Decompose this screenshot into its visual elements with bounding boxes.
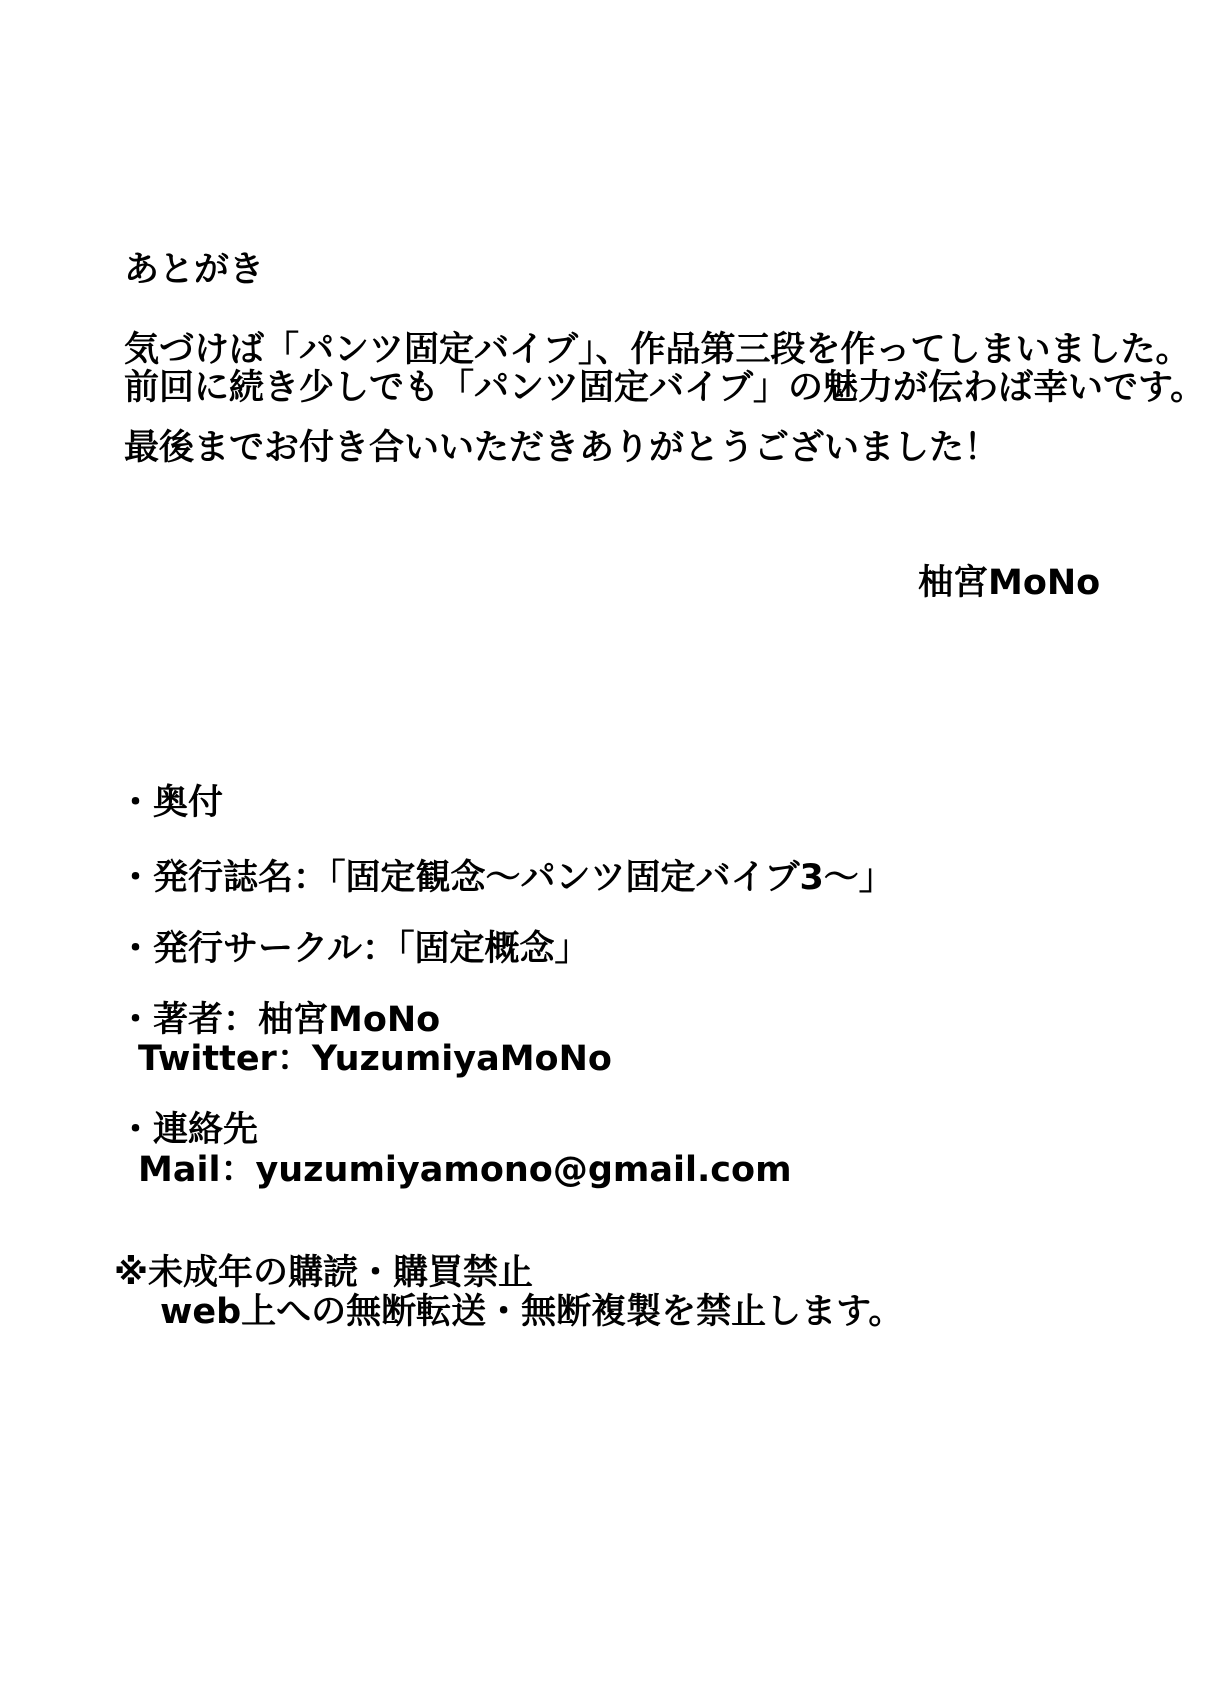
afterword-line-1: 気づけば「パンツ固定バイブ」、作品第三段を作ってしまいました。 bbox=[124, 330, 1191, 370]
publishing-circle: ・発行サークル：「固定概念」 bbox=[118, 929, 590, 969]
afterword-line-3: 最後までお付き合いいただきありがとうございました！ bbox=[124, 428, 1000, 468]
contact-email: Mail：yuzumiyamono@gmail.com bbox=[138, 1150, 792, 1190]
publication-title: ・発行誌名：「固定観念～パンツ固定バイブ3～」 bbox=[118, 858, 894, 898]
twitter-handle: Twitter：YuzumiyaMoNo bbox=[138, 1039, 612, 1079]
reproduction-notice: web上への無断転送・無断複製を禁止します。 bbox=[160, 1292, 904, 1332]
colophon-heading: ・奥付 bbox=[118, 783, 224, 823]
afterword-heading: あとがき bbox=[124, 250, 265, 290]
author-signature: 柚宮MoNo bbox=[918, 563, 1101, 603]
author-name: ・著者：柚宮MoNo bbox=[118, 1000, 441, 1040]
age-restriction-notice: ※未成年の購読・購買禁止 bbox=[114, 1253, 534, 1293]
contact-heading: ・連絡先 bbox=[118, 1110, 259, 1150]
afterword-line-2: 前回に続き少しでも「パンツ固定バイブ」の魅力が伝わば幸いです。 bbox=[124, 368, 1206, 408]
